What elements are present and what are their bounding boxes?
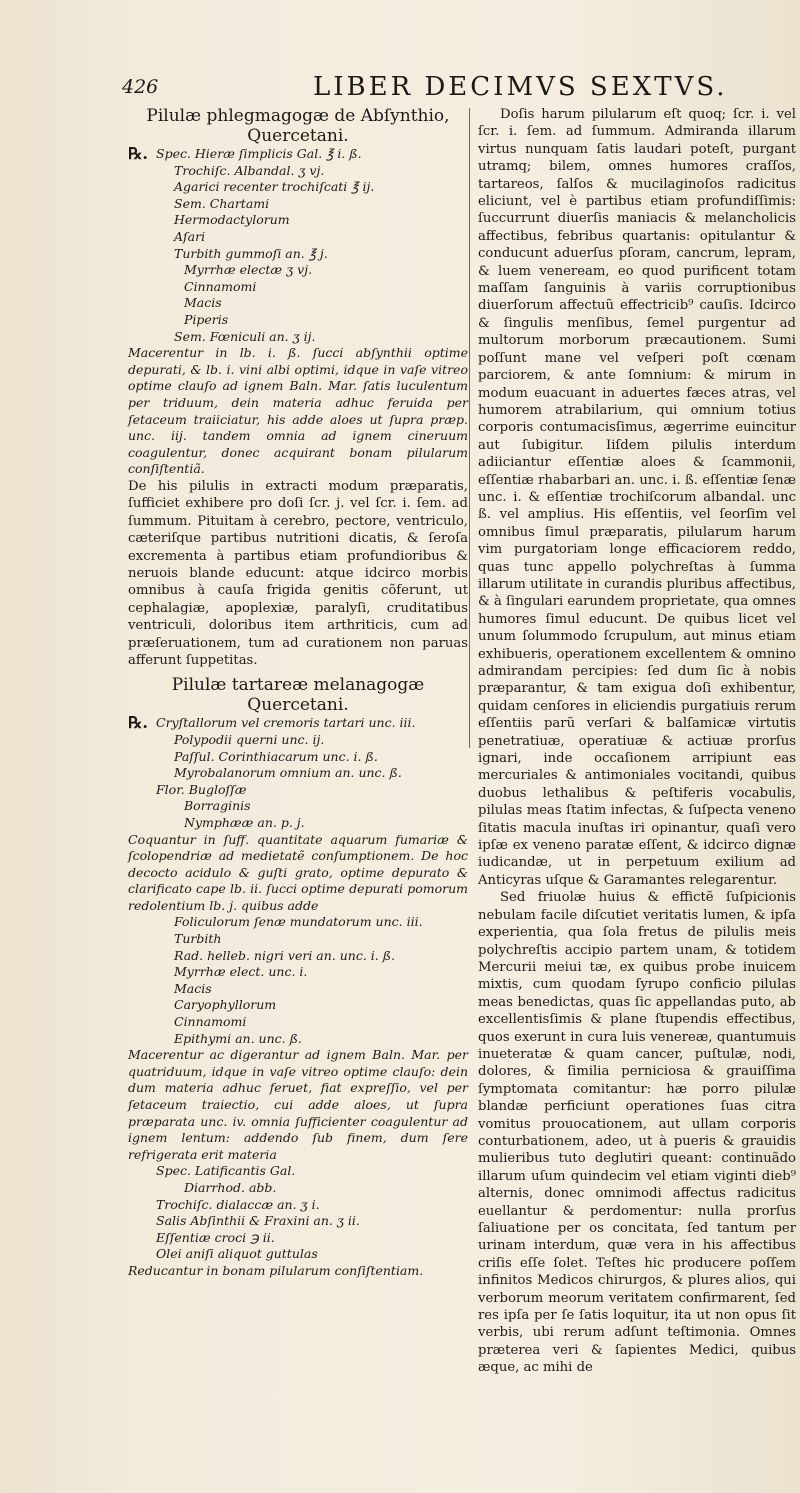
ingredient-list-3 [128,914,468,1047]
title-line: Pilulæ phlegmagogæ de Abſynthio, [146,106,450,126]
preparation-instructions-2: Coquantur in ſuff. quantitate aquarum fumariæ & ſcolopendriæ ad medietatẽ conſumptionem. De hoc decocto acidulo & guſti grato, optime depurato & clarificato cape lb. ii. ſucci optime depurati pomorum redolentium lb. j. quibus adde [128,831,468,913]
left-column [128,106,468,1406]
ingredient-line: Macis [184,295,222,311]
ingredient-line: Hermodactylorum [174,212,290,228]
ingredient-list-1 [128,146,468,345]
ingredient-line: Myrrhæ elect. unc. i. [174,964,308,980]
ingredient-line: Sem. Chartami [174,195,270,211]
ingredient-line: Caryophyllorum [174,997,277,1013]
ingredient-line: Trochiſc. Albandal. ʒ vj. [174,162,325,178]
ingredient-line: Macis [174,980,212,996]
ingredient-line: Aſari [174,228,206,244]
ingredient-line: Nymphææ an. p. j. [184,814,305,830]
page-number: 426 [122,76,159,98]
column-divider [469,108,470,748]
ingredient-line: Trochiſc. dialaccæ an. ʒ i. [156,1196,320,1212]
page-header [118,70,798,108]
ingredient-line: Flor. Bugloſſæ [156,781,247,797]
ingredient-line: Turbith [174,931,222,947]
commentary-paragraph-2: Sed friuolæ huius & effictẽ ſuſpicionis nebulam facile diſcutiet veritatis lumen, & ipſa experientia, qua ſola fretus de pilulis meis polychreſtis accipio partem unam, & totidem Mercurii meiui tæ, ex quibus probe inuicem mixtis, cum quodam ſyrupo conficio pilulas meas benedictas, quas ſic appellandas puto, ab excellentisſimis & plane ſtupendis effectibus, quos exerunt in cura luis venereæ, quantumuis inueteratæ & quam cancer, puſtulæ, nodi, dolores, & ſimilia perniciosa & grauiſſima ſymptomata comitantur: hæ porro pilulæ blandæ perficiunt operationes ſuas citra vomitus prouocationem, aut ullam corporis conturbationem, adeo, ut à pueris & grauidis mulieribus tuto deglutiri queant: continuãdo illarum uſum quindecim vel etiam viginti dieb⁹ alternis, donec omnimodi affectus radicitus euellantur & perdomentur: nulla prorſus ſaliuatione per os concitata, ſed tantum per urinam interdum, quæ vera in his affectibus criſis eſſe ſolet. Teſtes hic producere poſſem infinitos Medicos chirurgos, & plures alios, qui verborum meorum veritatem confirmarent, ſed res ipſa per ſe ſatis loquitur, ita ut non opus ſit verbis, ubi rerum adſunt teſtimonia. Omnes præterea veri & ſapientes Medici, quibus æque, ac mihi de [478,890,796,1376]
recipe-title-phlegmagogae [128,106,468,146]
ingredient-list-4 [128,1163,468,1263]
ingredient-line: Spec. Latificantis Gal. [156,1163,296,1179]
ingredient-line: Cryſtallorum vel cremoris tartari unc. iii. [156,715,416,731]
ingredient-line: Cinnamomi [184,278,257,294]
ingredient-line: Olei aniſi aliquot guttulas [156,1246,318,1262]
title-author: Quercetani. [247,126,349,146]
commentary-paragraph-1: Doſis harum pilularum eſt quoq; ſcr. i. vel ſcr. i. ſem. ad ſummum. Admiranda illarum virtus nunquam ſatis laudari poteſt, purgant utramq; bilem, omnes humores craſſos, tartareos, ſalſos & mucilaginoſos radicitus eliciunt, vel è partibus etiam profundiſſimis: ſuccurrunt diuerſis maniacis & melancholicis affectibus, febribus quartanis: opitulantur & conducunt aduerſus pſoram, cancrum, lepram, & luem veneream, eo quod purificent totam maſſam ſanguinis à variis corruptionibus diuerſorum affectuũ effectricib⁹ cauſis. Idcirco & ſingulis menſibus, ſemel purgentur ad multorum morborum præcautionem. Sumi poſſunt mane vel veſperi poſt cœnam parciorem, & ante ſomnium: & mirum in modum euacuant in aduertes fæces atras, vel humorem atrabilarium, qui omnium totius corporis contumacisſimus, ægerrime euincitur aut ſubigitur. Iiſdem pilulis interdum adiiciantur eſſentiæ aloes & ſcammonii, eſſentiæ rhabarbari an. unc. i. ß. eſſentiæ ſenæ unc. i. & eſſentiæ trochiſcorum albandal. unc ß. vel amplius. His eſſentiis, vel ſeorſim vel omnibus ſimul præparatis, pilularum harum vim purgatoriam longe efficaciorem reddo, quas tunc appello polychreſtas à ſumma illarum utilitate in curandis pluribus affectibus, & à ſingulari earundem proprietate, qua omnes humores ſimul educunt. De quibus licet vel unum ſolummodo ſcrupulum, aut minus etiam exhibueris, operationem excellentem & omnino admirandam percipies: ſed dum ſic à nobis præparantur, & tam exigua doſi exhibentur, quidam cenſores in eliciendis purgatiuis rerum eſſentiis parũ verſari & balſamicæ virtutis penetratiuæ, operatiuæ & actiuæ prorſus ignari, inde occaſionem arripiunt eas mercuriales & antimoniales vocitandi, quibus duobus lethalibus & peſtiferis vocabulis, pilulas meas ſtatim infectas, & ſuſpecta veneno ſitatis macula inuſtas iri opinantur, quaſi vero ipſæ ex veneno paratæ eſſent, & idcirco dignæ iudicandæ, ut in perpetuum exilium ad Anticyras uſque & Garamantes relegarentur. [478,107,796,888]
ingredient-line: Foliculorum ſenæ mundatorum unc. iii. [174,914,423,930]
ingredient-line: Diarrhod. abb. [184,1179,277,1195]
running-head: LIBER DECIMVS SEXTVS. [313,72,728,102]
ingredient-list-2 [128,715,468,831]
right-column [478,106,796,1406]
ingredient-line: Agarici recenter trochiſcati ℥ ij. [174,179,375,195]
title-author: Quercetani. [247,695,349,716]
ingredient-line: Rad. helleb. nigri veri an. unc. i. ß. [174,947,396,963]
recipe-symbol: ℞. [128,713,148,733]
ingredient-line: Borraginis [184,798,251,814]
ingredient-line: Polypodii querni unc. ij. [174,731,325,747]
ingredient-line: Spec. Hieræ ſimplicis Gal. ℥ i. ß. [156,146,362,161]
ingredient-line: Epithymi an. unc. ß. [174,1030,302,1046]
preparation-instructions-1: Macerentur in lb. i. ß. ſucci abſynthii optime depurati, & lb. i. vini albi optimi, idque in vaſe vitreo optime clauſo ad ignem Baln. Mar. ſatis luculentum per triduum, dein materia adhuc feruida per ſetaceum traiiciatur, his adde aloes ut ſupra præp. unc. iij. tandem omnia ad ignem cineruum coagulentur, donec acquirant bonam pilularum conſiſtentiã. [128,345,468,477]
ingredient-line: Piperis [184,311,229,327]
ingredient-line: Myrobalanorum omnium an. unc. ß. [174,765,402,781]
ingredient-line: Paſſul. Corinthiacarum unc. i. ß. [174,748,378,764]
ingredient-line: Myrrhæ electæ ʒ vj. [184,262,313,278]
recipe-symbol: ℞. [128,144,148,163]
title-line: Pilulæ tartareæ melanagogæ [171,675,425,696]
recipe-title-tartareae [128,675,468,715]
dosage-paragraph-1: De his pilulis in extracti modum præparatis, ſufficiet exhibere pro doſi ſcr. j. vel ſcr. i. ſem. ad ſummum. Pituitam à cerebro, pectore, ventriculo, cæteriſque partibus nutritioni dicatis, & ſeroſa excrementa à partibus etiam profundioribus & neruois blande educunt: atque idcirco morbis omnibus à cauſa frigida genitis cõferunt, ut cephalagiæ, apoplexiæ, paralyſi, cruditatibus ventriculi, doloribus item arthriticis, cum ad præſeruationem, tum ad curationem non paruas afferunt ſuppetitas. [128,478,468,668]
ingredient-line: Turbith gummoſi an. ℥ j. [174,245,328,261]
ingredient-line: Cinnamomi [174,1014,247,1030]
ingredient-line: Salis Abſinthii & Fraxini an. ʒ ii. [156,1213,360,1229]
preparation-instructions-3: Macerentur ac digerantur ad ignem Baln. Mar. per quatriduum, idque in vaſe vitreo optime clauſo: dein dum materia adhuc feruet, fiat expreſſio, vel per ſetaceum traiectio, cui adde aloes, ut ſupra præparata unc. iv. omnia ſufficienter coagulentur ad ignem lentum: addendo ſub finem, dum ſere refrigerata erit materia [128,1047,468,1162]
ingredient-line: Sem. Fœniculi an. ʒ ij. [174,328,316,344]
preparation-instructions-4: Reducantur in bonam pilularum conſiſtentiam. [128,1262,424,1278]
ingredient-line: Eſſentiæ croci ℈ ii. [156,1229,275,1245]
